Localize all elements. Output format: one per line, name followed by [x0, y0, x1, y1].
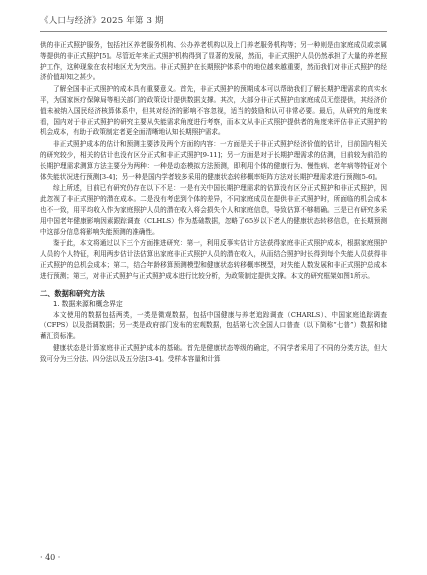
paragraph: 健康状态是计算家庭非正式照护成本的基础。首先是健康状态等级的确定，不同学者采用了不同的分类方法，但大致可分为三分法、四分法以及五分法[3-4]。受样本容量和计算: [40, 343, 387, 363]
paragraph: 非正式照护成本的估计和预测主要涉及两个方面的内容：一方面是关于非正式照护经济价值的估计，目前国内相关的研究较少，相关的估计也没有区分正式和非正式照护[9-11]；另一方面是对于长期护理需求的估测，目前较为前沿的长期护理需求测算方法主要分为两种：一种是动态模拟方法预测，即利用个体的健康行为、慢性病、老年病等特征对个体失能状况进行预测[3-4]；另一种是国内学者较多采用的健康状态转移概率矩阵方法对长期护理需求进行预测[5-6]。: [40, 140, 387, 181]
journal-header: 《人口与经济》2025 年第 3 期: [40, 16, 164, 26]
section-heading: 二、数据和研究方法: [40, 288, 105, 298]
paragraph: 了解全国非正式照护的成本具有重要意义。首先，非正式照护的预期成本可以帮助我们了解长期护理需求的真实水平，为国家医疗保障局等相关部门的政策设计提供数据支撑。其次，大部分非正式照护由家庭成员无偿提供，其经济价值未被纳入国民经济核算体系中，但其对经济的影响不容忽视，适当的鼓励和认可非常必要。最后，从研究的角度来看，国内对于非正式照护的研究主要从失能需求角度进行考察，而本文从非正式照护提供者的角度来评估非正式照护的机会成本，有助于政策制定者更全面清晰地认知长期照护需求。: [40, 85, 387, 137]
paragraph: 供的非正式照护服务，包括社区养老服务机构、公办养老机构以及上门养老服务机构等；另一种则是由家庭成员或亲属等提供的非正式照护[5]。尽管近年来正式照护机构得到了显著的发展，然而，非正式照护人员仍然承担了大量的养老照护工作，这种现象在农村地区尤为突出。非正式照护在长期照护体系中的地位越来越重要，然而我们对非正式照护的经济价值却知之甚少。: [40, 41, 387, 82]
paragraph: 鉴于此，本文将通过以下三个方面推进研究：第一，利用反事实估计方法获得家庭非正式照护成本，根据家庭照护人员的个人特征，利用两步估计法估算出家庭非正式照护人员的潜在收入，从而结合照护时长得到每个失能人员获得非正式照护的总机会成本；第二，结合年龄移算预测模型和健康状态转移概率模型，对失能人数发展和非正式照护总成本进行预测；第三，对非正式照护与正式照护成本进行比较分析，为政策制定提供支撑。本文的研究框架如图1所示。: [40, 239, 387, 280]
subsection-heading: 1. 数据来源和概念界定: [53, 299, 123, 308]
page-number: · 40 ·: [40, 553, 61, 562]
paragraph: 本文使用的数据包括两类，一类是微观数据，包括中国健康与养老追踪调查（CHARLS）、中国家庭追踪调查（CFPS）以及指调数据；另一类是政府部门发布的宏观数据，包括第七次全国人口普查（以下简称“七普”）数据和储蓄汇资标准。: [40, 310, 387, 341]
article-body: [40, 40, 387, 366]
header-rule: [40, 31, 387, 32]
paragraph: 综上所述，目前已有研究仍存在以下不足：一是有关中国长期护理需求的估算没有区分正式照护和非正式照护，因此忽视了非正式照护的潜在成本。二是没有考虑到个体的差异，不同家庭成员在提供非正式照护时，所面临的机会成本也不一致，用平均收入作为家庭照护人员的潜在收入将会损失个人和家庭信息，导致估算不够精确。三是已有研究多采用中国老年健康影响因素跟踪调查（CLHLS）作为基础数据，忽略了65岁以下老人的健康状态转移信息，在长期预测中这部分信息将影响失能预测的准确性。: [40, 184, 387, 236]
